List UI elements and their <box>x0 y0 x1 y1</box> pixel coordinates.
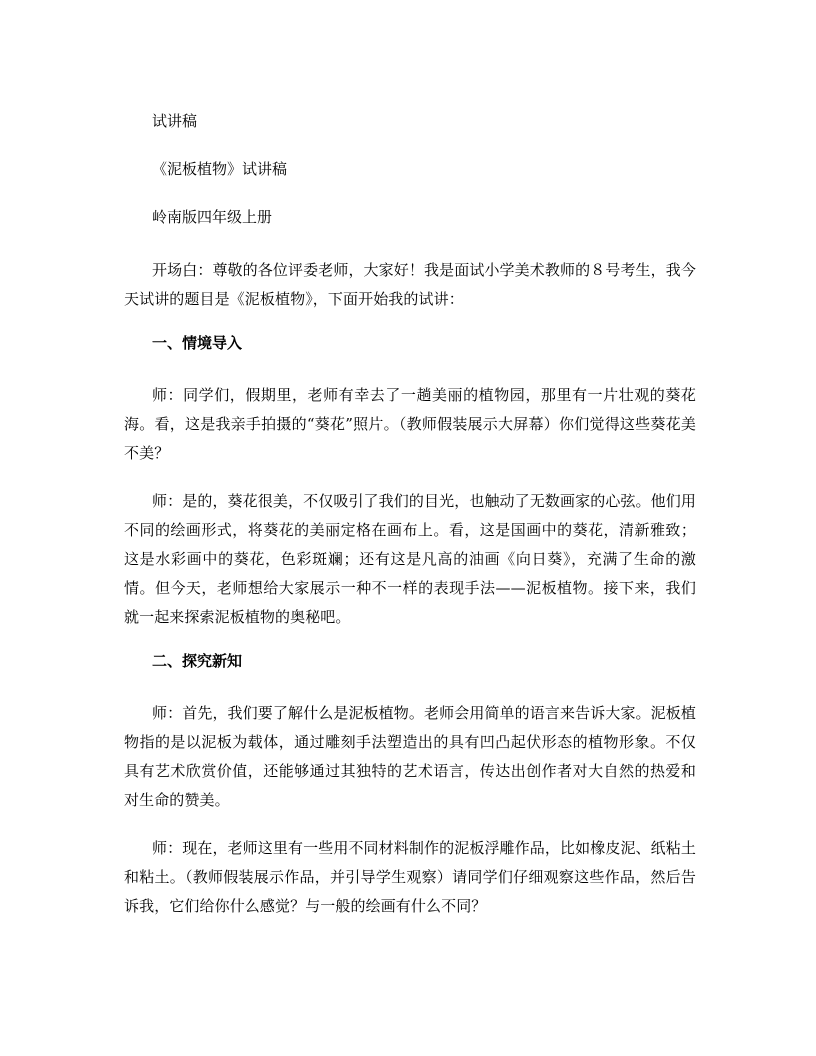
explore-paragraph-1: 师：首先，我们要了解什么是泥板植物。老师会用简单的语言来告诉大家。泥板植物指的是以泥板为载体，通过雕刻手法塑造出的具有凹凸起伏形态的植物形象。不仅具有艺术欣赏价值，还能够通过其独特的艺术语言，传达出创作者对大自然的热爱和对生命的赞美。 <box>124 704 696 809</box>
intro-paragraph-2: 师：是的，葵花很美，不仅吸引了我们的目光，也触动了无数画家的心弦。他们用不同的绘画形式，将葵花的美丽定格在画布上。看，这是国画中的葵花，清新雅致；这是水彩画中的葵花，色彩斑斓；还有这是凡高的油画《向日葵》，充满了生命的激情。但今天，老师想给大家展示一种不一样的表现手法——泥板植物。接下来，我们就一起来探索泥板植物的奥秘吧。 <box>124 492 696 626</box>
section-heading-explore: 二、探究新知 <box>152 652 243 670</box>
intro-paragraph-1: 师：同学们，假期里，老师有幸去了一趟美丽的植物园，那里有一片壮观的葵花海。看，这是我亲手拍摄的“葵花”照片。（教师假装展示大屏幕）你们觉得这些葵花美不美？ <box>124 386 696 462</box>
document-edition: 岭南版四年级上册 <box>152 208 273 226</box>
document-label: 试讲稿 <box>152 112 198 130</box>
opening-paragraph: 开场白：尊敬的各位评委老师，大家好！我是面试小学美术教师的８号考生，我今天试讲的题目是《泥板植物》，下面开始我的试讲： <box>124 261 696 308</box>
document-title: 《泥板植物》试讲稿 <box>152 160 288 178</box>
section-heading-intro: 一、情境导入 <box>152 334 243 352</box>
explore-paragraph-2: 师：现在，老师这里有一些用不同材料制作的泥板浮雕作品，比如橡皮泥、纸粘土和粘土。（教师假装展示作品，并引导学生观察）请同学们仔细观察这些作品，然后告诉我，它们给你什么感觉？与一般的绘画有什么不同？ <box>124 839 696 915</box>
